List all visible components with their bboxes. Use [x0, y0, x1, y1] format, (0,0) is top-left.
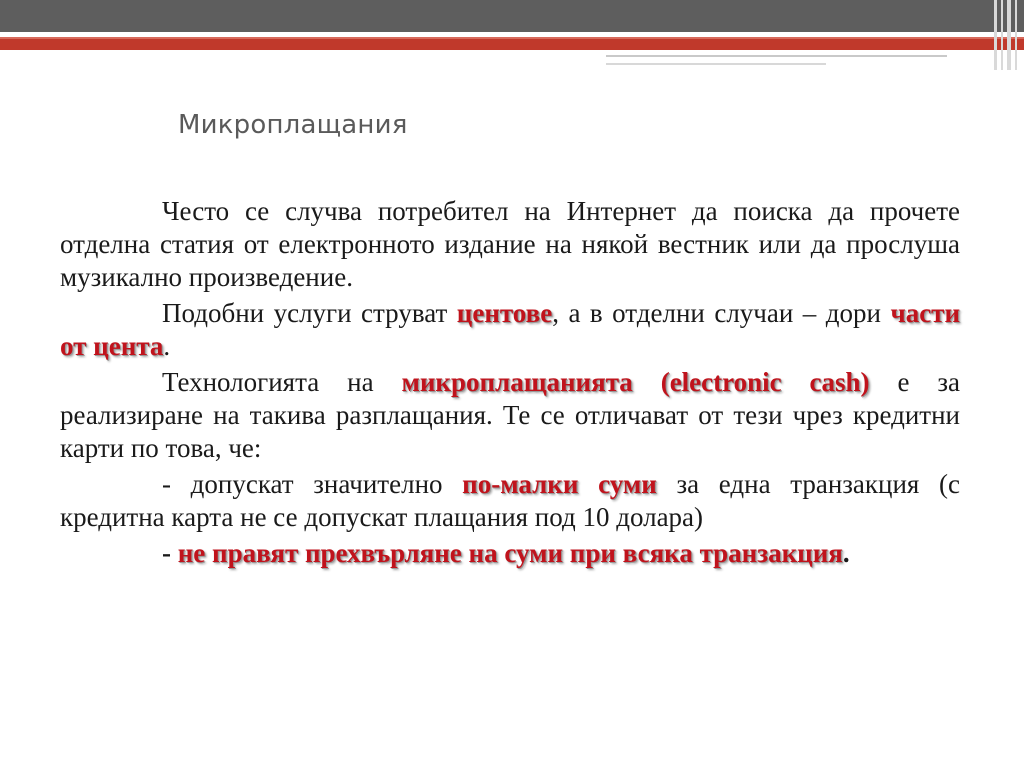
highlight-fractions-of-cent: части от цента	[60, 298, 960, 361]
paragraph-5-after: .	[842, 538, 850, 568]
paragraph-4-after: за една транзакция (с кредитна карта не се допускат плащания под 10 долара)	[60, 469, 960, 532]
paragraph-4-before: - допускат значително	[162, 469, 463, 499]
highlight-micropayments: микроплащанията (electronic cash)	[401, 367, 870, 397]
paragraph-1-text: Често се случва потребител на Интернет да поиска да прочете отделна статия от електронното издание на някой вестник или да прослуша музикално произведение.	[60, 196, 960, 292]
red-accent-band	[0, 37, 1024, 50]
paragraph-2-middle: , а в отделни случаи – дори	[552, 298, 891, 328]
paragraph-4	[60, 468, 960, 534]
decor-line-2	[606, 63, 826, 65]
slide-title: Микроплащания	[178, 110, 408, 140]
paragraph-3	[60, 366, 960, 465]
top-gray-band	[0, 0, 1024, 32]
paragraph-2-after: .	[163, 331, 171, 361]
slide-body	[60, 195, 960, 573]
highlight-smaller-sums: по-малки суми	[462, 469, 657, 499]
paragraph-2	[60, 297, 960, 363]
paragraph-3-before: Технологията на	[162, 367, 402, 397]
paragraph-3-after: е за реализиране на такива разплащания. Те се отличават от тези чрез кредитни карти по това, че:	[60, 367, 960, 463]
paragraph-5	[60, 537, 960, 570]
paragraph-2-before: Подобни услуги струват	[162, 298, 457, 328]
paragraph-5-dash: -	[162, 538, 178, 568]
paragraph-1	[60, 195, 960, 294]
decor-line-1	[606, 55, 947, 57]
highlight-no-transfer: не правят прехвърляне на суми при всяка транзакция	[177, 538, 843, 568]
decor-vertical-stripes	[990, 0, 1024, 70]
highlight-cents: центове	[456, 298, 553, 328]
